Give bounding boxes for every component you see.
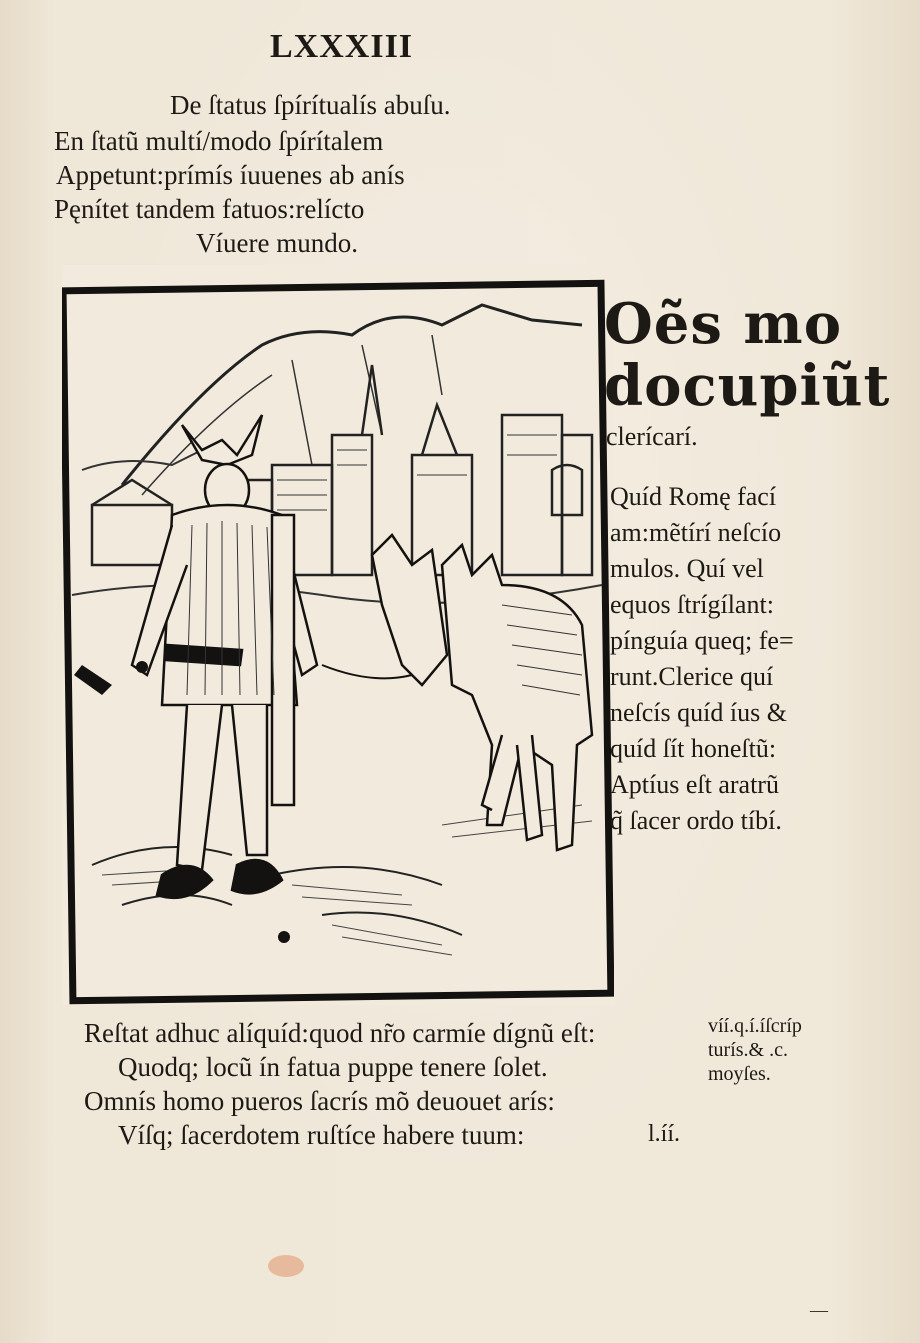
- paper-stain: [268, 1255, 304, 1277]
- blackletter-line: Oẽs mo: [604, 291, 843, 357]
- side-text-line: am:mẽtírí neſcío: [610, 518, 782, 547]
- verse-line: Víuere mundo.: [196, 228, 358, 258]
- margin-note: turís.& .c.: [708, 1039, 788, 1061]
- bottom-verse-line: Víſq; ſacerdotem ruſtíce habere tuum:: [118, 1120, 525, 1150]
- side-text-line: equos ſtrígílant:: [610, 590, 774, 619]
- side-text-line: neſcís quíd íus &: [610, 698, 787, 727]
- blackletter-line: docupiũt: [604, 353, 891, 419]
- margin-note: moyſes.: [708, 1063, 771, 1085]
- ink-mark: —: [810, 1300, 828, 1320]
- side-text-line: q̃ ſacer ordo tíbí.: [610, 806, 782, 835]
- margin-note: l.íí.: [648, 1121, 681, 1147]
- side-text-line: runt.Clerice quí: [610, 662, 774, 691]
- side-text-line: Aptíus eſt aratrũ: [610, 770, 779, 799]
- bottom-verse-line: Omnís homo pueros ſacrís mõ deuouet arís:: [84, 1086, 555, 1116]
- side-text-line: clerícarí.: [606, 422, 698, 451]
- verse-line: En ſtatũ multí/modo ſpírítalem: [54, 126, 384, 156]
- verse-line: Appetunt:prímís íuuenes ab anís: [56, 160, 405, 190]
- side-text-line: pínguía queq; fe=: [610, 626, 794, 655]
- bottom-verse-line: Quodq; locũ ín fatua puppe tenere ſolet.: [118, 1052, 548, 1082]
- side-text-line: Quíd Romę fací: [610, 482, 777, 511]
- verse-line: Pęnítet tandem fatuos:relícto: [54, 194, 365, 224]
- chapter-heading: De ſtatus ſpírítualís abuſu.: [170, 90, 451, 120]
- margin-note: víí.q.í.íſcríp: [708, 1015, 802, 1037]
- side-text-line: mulos. Quí vel: [610, 554, 764, 583]
- folio-number: LXXXIII: [270, 28, 414, 65]
- bottom-verse-line: Reſtat adhuc alíquíd:quod nr̃o carmíe dígnũ eſt:: [84, 1018, 596, 1048]
- woodcut-illustration: [62, 265, 614, 1005]
- side-text-line: quíd ſít honeſtũ:: [610, 734, 777, 763]
